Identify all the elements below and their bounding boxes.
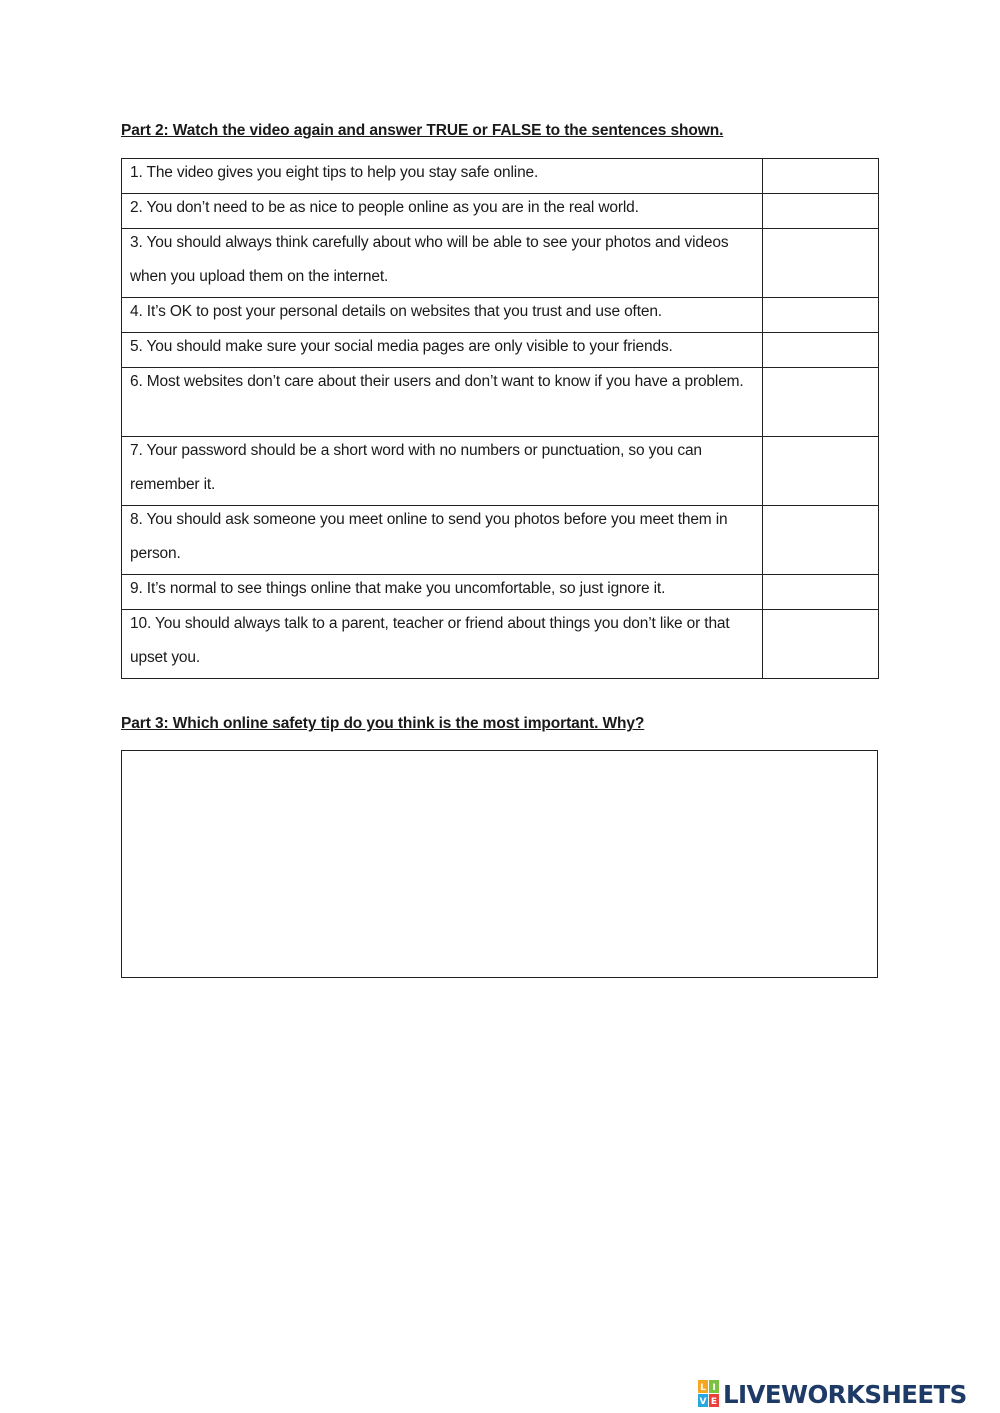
statement-7: 7. Your password should be a short word with no numbers or punctuation, so you can remember it. xyxy=(122,437,763,506)
statement-5: 5. You should make sure your social media pages are only visible to your friends. xyxy=(122,333,763,368)
statement-2: 2. You don’t need to be as nice to people online as you are in the real world. xyxy=(122,194,763,229)
table-row xyxy=(122,575,879,610)
table-row xyxy=(122,229,879,298)
answer-field-7[interactable] xyxy=(763,437,879,506)
answer-field-8[interactable] xyxy=(763,506,879,575)
svg-text:L: L xyxy=(700,1383,706,1393)
svg-text:I: I xyxy=(712,1383,716,1393)
true-false-table xyxy=(121,158,879,679)
statement-3: 3. You should always think carefully about who will be able to see your photos and videos when you upload them on the internet. xyxy=(122,229,763,298)
statement-6: 6. Most websites don’t care about their users and don’t want to know if you have a problem. xyxy=(122,368,763,437)
answer-field-6[interactable] xyxy=(763,368,879,437)
liveworksheets-brand xyxy=(698,1378,967,1410)
statement-1: 1. The video gives you eight tips to help you stay safe online. xyxy=(122,159,763,194)
answer-field-10[interactable] xyxy=(763,610,879,679)
table-row xyxy=(122,437,879,506)
statement-9: 9. It’s normal to see things online that make you uncomfortable, so just ignore it. xyxy=(122,575,763,610)
answer-field-1[interactable] xyxy=(763,159,879,194)
answer-field-5[interactable] xyxy=(763,333,879,368)
answer-field-9[interactable] xyxy=(763,575,879,610)
answer-field-2[interactable] xyxy=(763,194,879,229)
table-row xyxy=(122,610,879,679)
table-row xyxy=(122,159,879,194)
liveworksheets-logo-icon xyxy=(698,1380,720,1408)
table-row xyxy=(122,298,879,333)
part3-answer-box[interactable] xyxy=(121,750,878,978)
answer-field-4[interactable] xyxy=(763,298,879,333)
answer-field-3[interactable] xyxy=(763,229,879,298)
statement-4: 4. It’s OK to post your personal details on websites that you trust and use often. xyxy=(122,298,763,333)
statement-8: 8. You should ask someone you meet online to send you photos before you meet them in person. xyxy=(122,506,763,575)
statement-10: 10. You should always talk to a parent, teacher or friend about things you don’t like or that upset you. xyxy=(122,610,763,679)
table-row xyxy=(122,333,879,368)
part2-heading: Part 2: Watch the video again and answer TRUE or FALSE to the sentences shown. xyxy=(121,122,724,139)
part3-heading: Part 3: Which online safety tip do you think is the most important. Why? xyxy=(121,715,645,732)
table-row xyxy=(122,194,879,229)
table-row xyxy=(122,506,879,575)
brand-name: LIVEWORKSHEETS xyxy=(723,1379,967,1409)
svg-text:V: V xyxy=(699,1397,707,1407)
svg-text:E: E xyxy=(710,1397,718,1407)
table-row xyxy=(122,368,879,437)
